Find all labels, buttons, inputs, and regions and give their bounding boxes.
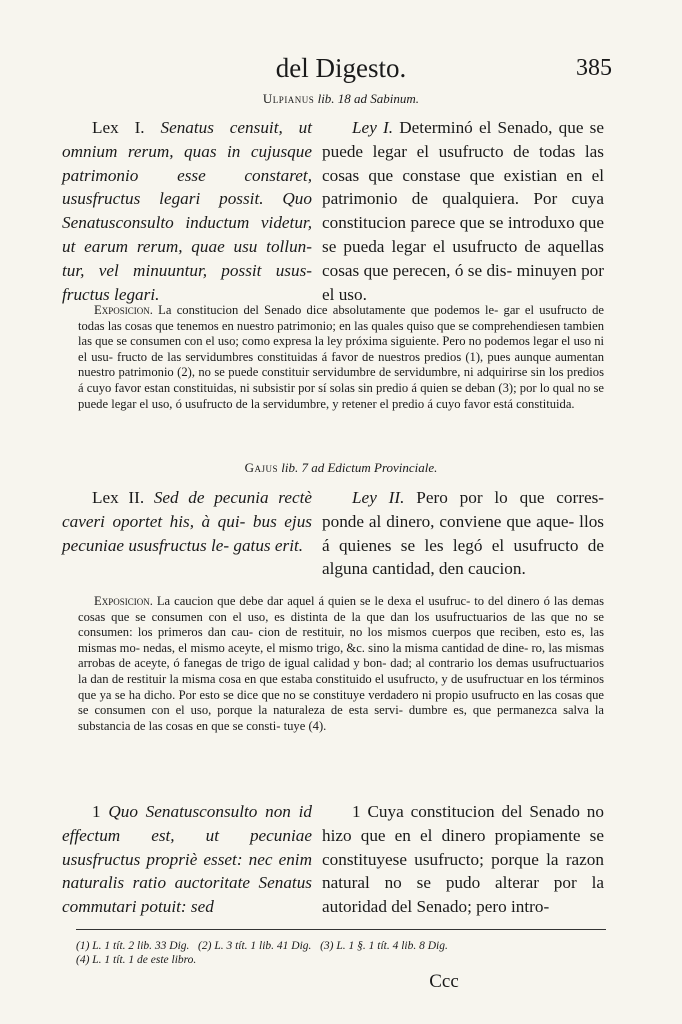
spanish-text-paragraph-1 <box>322 800 604 919</box>
footnote-rule <box>76 929 606 930</box>
paragraph-number-spanish: 1 <box>352 802 361 821</box>
footnotes <box>76 939 606 967</box>
attribution-ulpianus <box>0 91 682 107</box>
running-head: del Digesto. <box>275 53 407 83</box>
law-number-latin: Lex I. <box>92 118 145 137</box>
footnote-1: (1) L. 1 tít. 2 lib. 33 Dig. <box>76 940 190 952</box>
spanish-body: Cuya constitucion del Senado no hizo que en el dinero propiamente se constituyese usufructo; porque la razon natural no se pudo alterar por la autoridad del Senado; pero intro- <box>322 802 604 917</box>
exposicion-1 <box>78 303 604 412</box>
exposicion-body: La constitucion del Senado dice absolutamente que podemos le- gar el usufructo de todas las cosas que tenemos en nuestro patrimonio; en las quales quiso que se comprehendiesen tambien las que se consumen con el uso; como expresa la ley próxima siguiente. Pero no podemos legar el uso ni el usu- fructo de las servidumbres constituidas á favor de nuestros predios (1), pues aunque aumentan nuestro patrimonio (2), no se puede constituir servidumbre de servidumbre, ni adquirirse sin los predios á cuyo favor estan constituidas, ni subsistir por sí solas sin predio á quien se deban (3); por lo qual no se puede legar el uso, ó usufructo de la servidumbre, y retener el predio á cuyo favor está constituida. <box>78 303 605 411</box>
footnote-4: (4) L. 1 tít. 1 de este libro. <box>76 954 197 966</box>
latin-text-lex-2 <box>62 486 312 557</box>
latin-text-lex-1 <box>62 116 312 306</box>
law-number-spanish: Ley II. <box>352 488 405 507</box>
exposicion-label: Exposicion. <box>94 303 153 317</box>
spanish-body: Determinó el Senado, que se puede legar el usufructo de todas las cosas que constase que existian en el patrimonio de qualquiera. Por cuya constitucion parece que se introduxo que se pueda legar el usufructo de aquellas cosas que perecen, ó se dis- minuyen por el uso. <box>322 118 604 304</box>
law-number-latin: Lex II. <box>92 488 145 507</box>
footnote-2: (2) L. 3 tít. 1 lib. 41 Dig. <box>198 940 312 952</box>
page-number: 385 <box>576 55 612 81</box>
paragraph-number-latin: 1 <box>92 802 101 821</box>
latin-body: Quo Senatusconsulto non id effectum est, ut pecuniae ususfructus propriè esset: nec enim naturalis ratio auctoritate Senatus commutari potuit: sed <box>62 802 312 917</box>
spanish-text-ley-1 <box>322 116 604 306</box>
attribution-gajus <box>0 460 682 476</box>
exposicion-label: Exposicion. <box>94 594 153 608</box>
footnote-3: (3) L. 1 §. 1 tít. 4 lib. 8 Dig. <box>320 940 448 952</box>
exposicion-2 <box>78 594 604 734</box>
exposicion-body: La caucion que debe dar aquel á quien se le dexa el usufruc- to del dinero ó las demas cosas que se consumen con el uso, es distinta de la que dan los usufructuarios de las que no se consumen: los primeros dan cau- cion de restituir, no los mismos cuerpos que reciben, esto es, las mismas mo- nedas, el mismo aceyte, el mismo trigo, &c. sino la misma cantidad de dine- ro, las mismas arrobas de aceyte, ó fanegas de trigo de igual calidad y bon- dad; al contrario los demas usufructuarios la dan de restituir la misma cosa en que estaba constituido el usufructo, y de usufructuar en los términos que ya se ha dicho. Por esto se dice que no se constituye verdadero ni propio usufructo en las cosas que se consumen con el uso, porque la naturaleza de esta servi- dumbre es, que permanezca salva la substancia de las cosas en que se consti- tuye (4). <box>78 594 604 733</box>
latin-body: Sed de pecunia rectè caveri oportet his, à qui- bus ejus pecuniae ususfructus le- gatus erit. <box>62 488 312 555</box>
source-ref: lib. 18 ad Sabinum. <box>317 91 420 106</box>
jurist-name: Ulpianus <box>262 91 315 106</box>
source-ref: lib. 7 ad Edictum Provinciale. <box>281 460 438 475</box>
latin-text-paragraph-1 <box>62 800 312 919</box>
spanish-body: Pero por lo que corres- ponde al dinero, conviene que aque- llos á quienes se les legó el usufructo de alguna cantidad, den caucion. <box>322 488 605 579</box>
law-number-spanish: Ley I. <box>352 118 394 137</box>
spanish-text-ley-2 <box>322 486 604 581</box>
signature-mark: Ccc <box>429 971 459 992</box>
jurist-name: Gajus <box>244 460 278 475</box>
latin-body: Senatus censuit, ut omnium rerum, quas in cujusque patrimonio esse constaret, ususfructus legari possit. Quo Senatusconsulto inductum videtur, ut earum rerum, quae usu tollun- tur, vel minuuntur, possit usus- fructus legari. <box>62 118 312 304</box>
